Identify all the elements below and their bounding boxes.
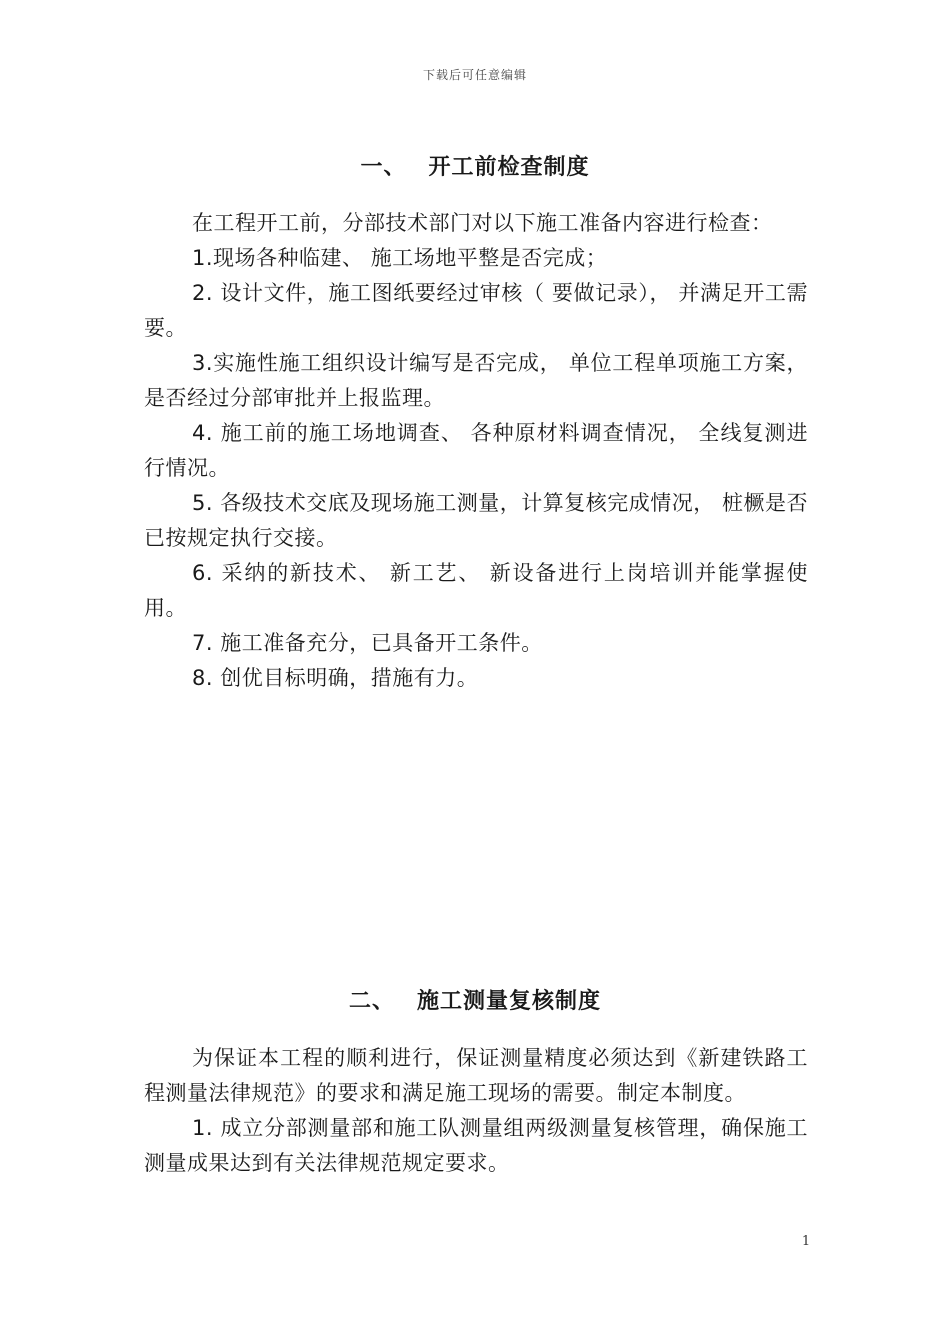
page-number: 1 bbox=[801, 1234, 811, 1249]
section-2-heading: 施工测量复核制度 bbox=[417, 989, 602, 1014]
section-1-paragraph: 5. 各级技术交底及现场施工测量，计算复核完成情况， 桩橛是否已按规定执行交接。 bbox=[144, 491, 808, 550]
section-2-title bbox=[0, 984, 950, 1015]
section-2-paragraph: 1. 成立分部测量部和施工队测量组两级测量复核管理，确保施工测量成果达到有关法律规范规定要求。 bbox=[144, 1116, 808, 1175]
section-1-heading: 开工前检查制度 bbox=[428, 155, 590, 180]
page-header-note: 下载后可任意编辑 bbox=[422, 68, 527, 82]
section-1-paragraph: 4. 施工前的施工场地调查、 各种原材料调查情况， 全线复测进行情况。 bbox=[144, 421, 808, 480]
section-2-body bbox=[144, 1041, 808, 1181]
section-1-paragraph: 1.现场各种临建、 施工场地平整是否完成； bbox=[192, 246, 608, 270]
section-1-paragraph: 3.实施性施工组织设计编写是否完成， 单位工程单项施工方案，是否经过分部审批并上报监理。 bbox=[144, 351, 808, 410]
section-1-paragraph: 8. 创优目标明确，措施有力。 bbox=[192, 666, 479, 690]
section-1-paragraph: 6. 采纳的新技术、 新工艺、 新设备进行上岗培训并能掌握使用。 bbox=[144, 561, 808, 620]
section-1-paragraph: 7. 施工准备充分，已具备开工条件。 bbox=[192, 631, 543, 655]
section-2-paragraph: 为保证本工程的顺利进行，保证测量精度必须达到《新建铁路工程测量法律规范》的要求和满足施工现场的需要。制定本制度。 bbox=[144, 1046, 808, 1105]
section-1-paragraph: 在工程开工前，分部技术部门对以下施工准备内容进行检查： bbox=[192, 211, 773, 235]
section-1-body bbox=[144, 206, 808, 696]
section-1-number: 一、 bbox=[360, 155, 407, 180]
section-2-number: 二、 bbox=[348, 989, 395, 1014]
section-1-title bbox=[0, 150, 950, 181]
section-1-paragraph: 2. 设计文件，施工图纸要经过审核（ 要做记录）， 并满足开工需要。 bbox=[144, 281, 808, 340]
